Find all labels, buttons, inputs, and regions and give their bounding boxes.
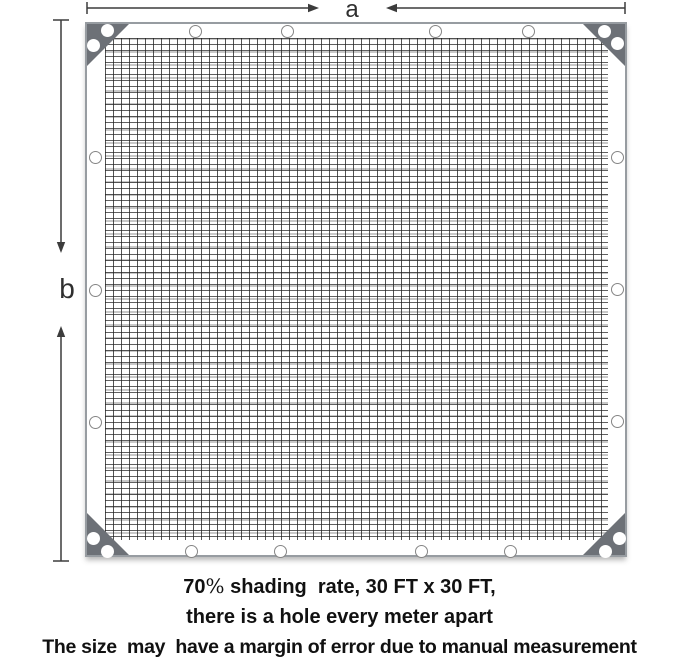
- caption: [0, 572, 679, 662]
- grommet-icon: [415, 545, 428, 558]
- grommet-icon: [89, 151, 102, 164]
- grommet-icon: [598, 25, 611, 38]
- grommet-icon: [429, 25, 442, 38]
- grommet-icon: [611, 37, 624, 50]
- width-label: a: [345, 0, 359, 23]
- grommet-icon: [613, 532, 626, 545]
- grommet-icon: [87, 532, 100, 545]
- grommet-icon: [189, 25, 202, 38]
- shade-net: [85, 22, 627, 557]
- grommet-icon: [611, 415, 624, 428]
- grommet-icon: [281, 25, 294, 38]
- caption-line-2: there is a hole every meter apart: [186, 606, 493, 628]
- grommet-icon: [522, 25, 535, 38]
- caption-line-1-num: 70: [183, 576, 206, 598]
- percent-sign: %: [205, 574, 225, 598]
- grommet-icon: [185, 545, 198, 558]
- grommet-icon: [274, 545, 287, 558]
- grommet-icon: [89, 284, 102, 297]
- grommet-icon: [101, 24, 114, 37]
- mesh-texture: [105, 38, 608, 540]
- height-label: b: [59, 273, 75, 304]
- caption-line-1-rest: shading rate, 30 FT x 30 FT,: [224, 576, 496, 598]
- caption-line-1: [0, 572, 679, 602]
- grommet-icon: [611, 151, 624, 164]
- grommet-icon: [611, 283, 624, 296]
- grommet-icon: [504, 545, 517, 558]
- grommet-icon: [599, 545, 612, 558]
- grommet-icon: [101, 545, 114, 558]
- grommet-icon: [87, 39, 100, 52]
- grommet-icon: [89, 416, 102, 429]
- caption-line-3: The size may have a margin of error due to manual measurement: [42, 636, 637, 658]
